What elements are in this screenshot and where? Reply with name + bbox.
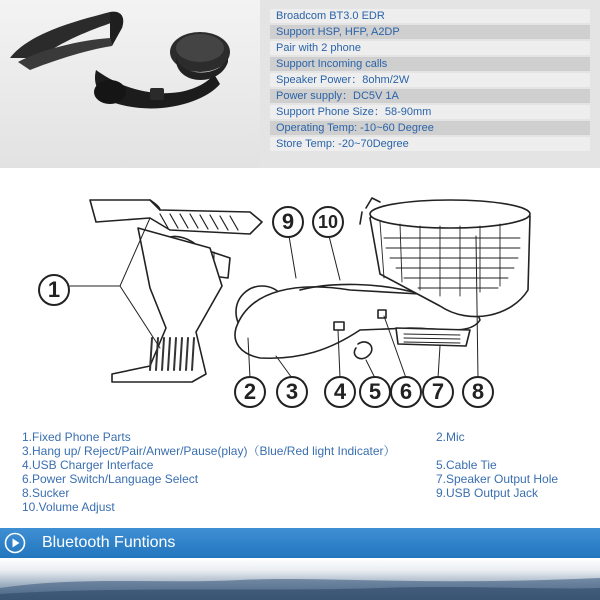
part-item: 4.USB Charger Interface	[22, 458, 154, 472]
callout-8: 8	[462, 376, 494, 408]
play-circle-icon	[4, 532, 26, 554]
callout-5: 5	[359, 376, 391, 408]
callout-6: 6	[390, 376, 422, 408]
part-item: 10.Volume Adjust	[22, 500, 115, 514]
spec-item: Power supply：DC5V 1A	[270, 89, 590, 103]
part-item: 8.Sucker	[22, 486, 70, 500]
part-item: 2.Mic	[436, 430, 465, 444]
callout-4: 4	[324, 376, 356, 408]
spec-item: Pair with 2 phone	[270, 41, 590, 55]
callout-9: 9	[272, 206, 304, 238]
spec-item: Broadcom BT3.0 EDR	[270, 9, 590, 23]
bluetooth-section-title: Bluetooth Funtions	[42, 534, 176, 551]
bluetooth-section-header	[0, 528, 600, 558]
part-item: 3.Hang up/ Reject/Pair/Anwer/Pause(play)（Blue/Red light Indicater）	[22, 444, 396, 458]
spec-item: Store Temp: -20~70Degree	[270, 137, 590, 151]
part-item: 1.Fixed Phone Parts	[22, 430, 131, 444]
spec-list	[260, 0, 600, 168]
callout-7: 7	[422, 376, 454, 408]
parts-list	[0, 425, 600, 525]
callout-1: 1	[38, 274, 70, 306]
cloud-image	[0, 558, 600, 600]
callout-3: 3	[276, 376, 308, 408]
callout-2: 2	[234, 376, 266, 408]
part-item: 7.Speaker Output Hole	[436, 472, 559, 486]
part-item: 9.USB Output Jack	[436, 486, 539, 500]
spec-item: Support Incoming calls	[270, 57, 590, 71]
spec-item: Speaker Power：8ohm/2W	[270, 73, 590, 87]
part-item: 6.Power Switch/Language Select	[22, 472, 199, 486]
parts-diagram	[0, 178, 600, 418]
spec-item: Support HSP, HFP, A2DP	[270, 25, 590, 39]
spec-item: Support Phone Size：58-90mm	[270, 105, 590, 119]
phone-holder-image	[0, 0, 260, 168]
sky-photo	[0, 558, 600, 600]
spec-item: Operating Temp: -10~60 Degree	[270, 121, 590, 135]
callout-10: 10	[312, 206, 344, 238]
top-section	[0, 0, 600, 168]
product-photo	[0, 0, 260, 168]
part-item: 5.Cable Tie	[436, 458, 497, 472]
